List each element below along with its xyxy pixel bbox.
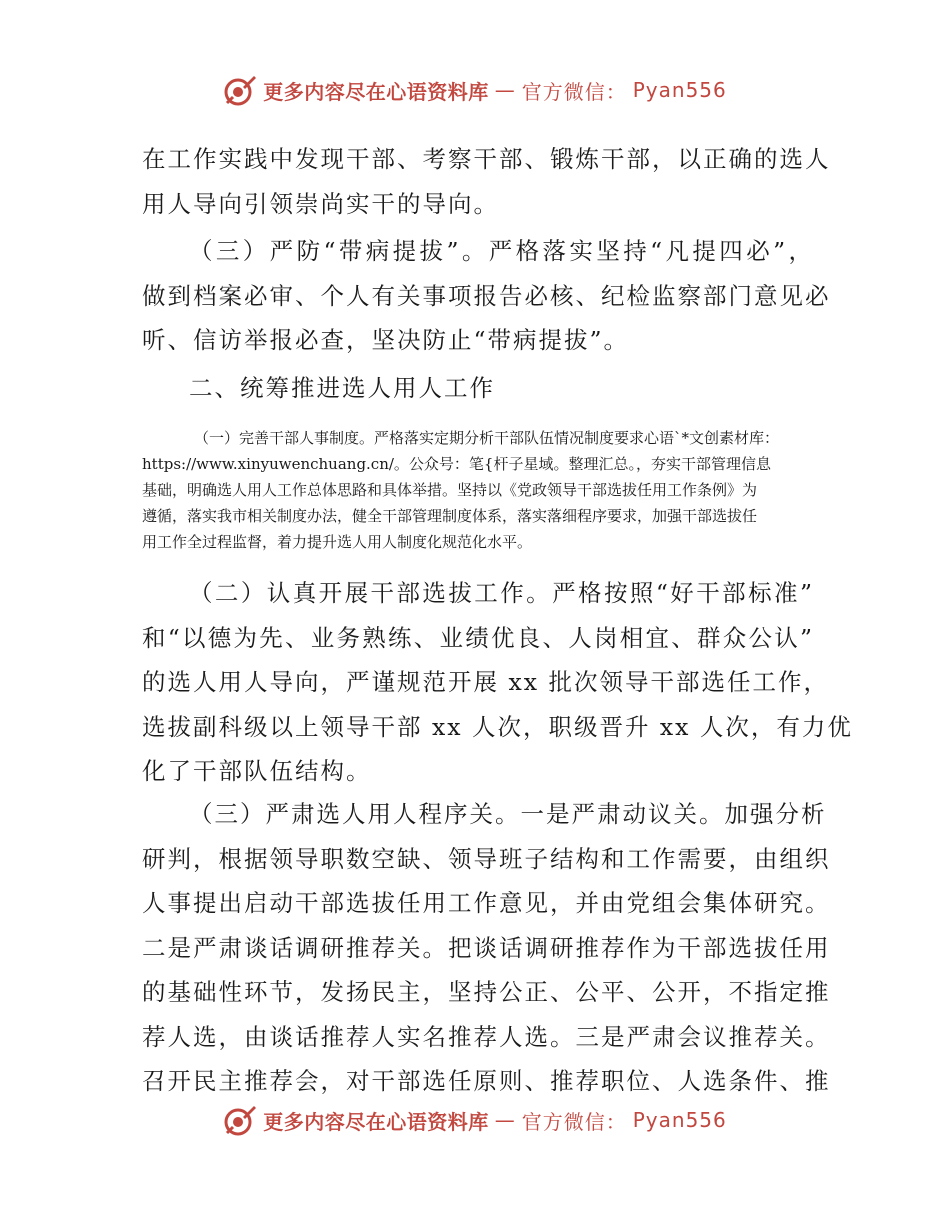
banner-official: 官方微信： — [521, 79, 627, 104]
paragraph-small-print — [142, 425, 832, 555]
text-line: 基础，明确选人用人工作总体思路和具体举措。坚持以《党政领导干部选拔任用工作条例》为 — [142, 481, 758, 499]
text-line: 人事提出启动干部选拔任用工作意见，并由党组会集体研究。 — [142, 889, 831, 917]
text-line: 做到档案必审、个人有关事项报告必核、纪检监察部门意见必 — [142, 281, 831, 310]
pen-logo-icon — [223, 73, 257, 107]
text-line: 用人导向引领崇尚实干的导向。 — [142, 189, 499, 218]
banner-official: 官方微信： — [521, 1109, 627, 1134]
banner-wechat-id: Pyan556 — [632, 78, 727, 102]
paragraph-selection-procedure — [142, 792, 831, 1104]
heading-text: 二、统筹推进选人用人工作 — [189, 374, 495, 402]
paragraph-continuation — [142, 137, 831, 226]
banner-dash: — — [494, 78, 516, 102]
text-line: 荐人选，由谈话推荐人实名推荐人选。三是严肃会议推荐关。 — [142, 1022, 831, 1051]
footer-banner — [0, 1100, 950, 1140]
banner-dash: — — [494, 1108, 516, 1132]
paragraph-cadre-selection — [142, 571, 853, 794]
text-line: https://www.xinyuwenchuang.cn/。公众号：笔{杆子星域。整理汇总。，夯实干部管理信息 — [142, 455, 771, 473]
text-line: 研判，根据领导职数空缺、领导班子结构和工作需要，由组织 — [142, 844, 831, 873]
text-line: 和“以德为先、业务熟练、业绩优良、人岗相宜、群众公认” — [142, 623, 814, 652]
paragraph-prevent-sick-promotion — [142, 229, 831, 363]
pen-logo-icon — [223, 1103, 257, 1137]
text-line: 在工作实践中发现干部、考察干部、锻炼干部，以正确的选人 — [142, 145, 831, 173]
text-line: 化了干部队伍结构。 — [142, 757, 372, 785]
text-line: 遵循，落实我市相关制度办法，健全干部管理制度体系，落实落细程序要求，加强干部选拔任 — [142, 507, 758, 525]
header-banner — [0, 70, 950, 110]
text-line: 召开民主推荐会，对干部选任原则、推荐职位、人选条件、推 — [142, 1067, 831, 1095]
text-line: 的选人用人导向，严谨规范开展 xx 批次领导干部选任工作， — [142, 668, 829, 696]
text-line: 二是严肃谈话调研推荐关。把谈话调研推荐作为干部选拔任用 — [142, 933, 831, 962]
banner-wechat-id: Pyan556 — [632, 1108, 727, 1132]
text-line: 选拔副科级以上领导干部 xx 人次，职级晋升 xx 人次，有力优 — [142, 712, 853, 741]
text-line: 的基础性环节，发扬民主，坚持公正、公平、公开，不指定推 — [142, 978, 831, 1006]
text-line: （一）完善干部人事制度。严格落实定期分析干部队伍情况制度要求心语`*文创素材库： — [194, 429, 780, 447]
section-heading — [142, 366, 814, 411]
text-line: （三）严肃选人用人程序关。一是严肃动议关。加强分析 — [189, 800, 827, 828]
banner-text: 更多内容尽在心语资料库 — [263, 1109, 489, 1134]
banner-text: 更多内容尽在心语资料库 — [263, 79, 489, 104]
text-line: 听、信访举报必查，坚决防止“带病提拔”。 — [142, 326, 630, 354]
text-line: （二）认真开展干部选拔工作。严格按照“好干部标准” — [189, 579, 814, 607]
text-line: （三）严防“带病提拔”。严格落实坚持“凡提四必”， — [189, 237, 814, 265]
text-line: 用工作全过程监督，着力提升选人用人制度化规范化水平。 — [142, 533, 533, 551]
